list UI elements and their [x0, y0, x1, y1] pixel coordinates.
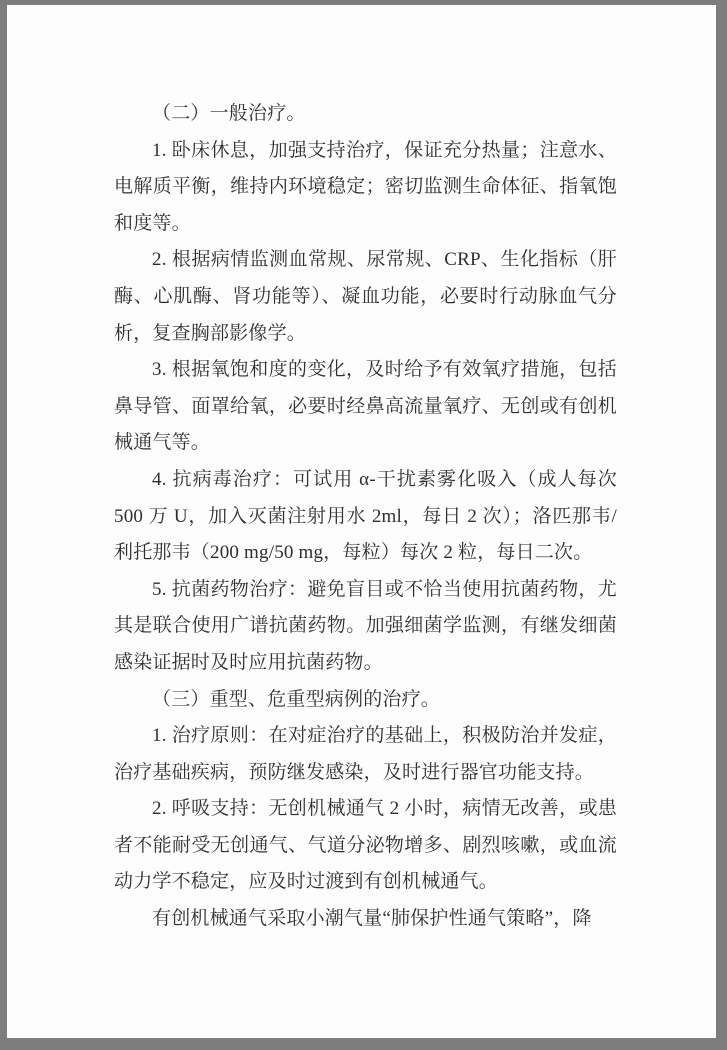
section-heading-3-severe-cases: （三）重型、危重型病例的治疗。: [152, 688, 441, 710]
paragraph-antibacterial-treatment: 5. 抗菌药物治疗：避免盲目或不恰当使用抗菌药物，尤其是联合使用广谱抗菌药物。加强细菌学监测，有继发细菌感染证据时及时应用抗菌药物。: [114, 578, 617, 673]
paragraph-respiratory-support: 2. 呼吸支持：无创机械通气 2 小时，病情无改善，或患者不能耐受无创通气、气道分泌物增多、剧烈咳嗽，或血流动力学不稳定，应及时过渡到有创机械通气。: [114, 798, 617, 893]
paragraph-oxygen-therapy: 3. 根据氧饱和度的变化，及时给予有效氧疗措施，包括鼻导管、面罩给氧，必要时经鼻高流量氧疗、无创或有创机械通气等。: [114, 359, 617, 454]
document-page: [7, 5, 716, 1038]
section-heading-2-general-treatment: （二）一般治疗。: [152, 103, 306, 124]
paragraph-antiviral-treatment: 4. 抗病毒治疗：可试用 α-干扰素雾化吸入（成人每次 500 万 U，加入灭菌注射用水 2ml，每日 2 次）；洛匹那韦/利托那韦（200 mg/50 mg，每粒）每次 2 粒，每日二次。: [114, 468, 617, 564]
page-text-block: [114, 96, 617, 938]
paragraph-bed-rest: 1. 卧床休息，加强支持治疗，保证充分热量；注意水、电解质平衡，维持内环境稳定；密切监测生命体征、指氧饱和度等。: [114, 139, 617, 234]
paragraph-lab-monitoring: 2. 根据病情监测血常规、尿常规、CRP、生化指标（肝酶、心肌酶、肾功能等）、凝血功能，必要时行动脉血气分析，复查胸部影像学。: [114, 249, 617, 344]
paragraph-treatment-principles: 1. 治疗原则：在对症治疗的基础上，积极防治并发症，治疗基础疾病，预防继发感染，及时进行器官功能支持。: [114, 725, 617, 783]
paragraph-invasive-ventilation: 有创机械通气采取小潮气量“肺保护性通气策略”，降: [152, 908, 592, 930]
